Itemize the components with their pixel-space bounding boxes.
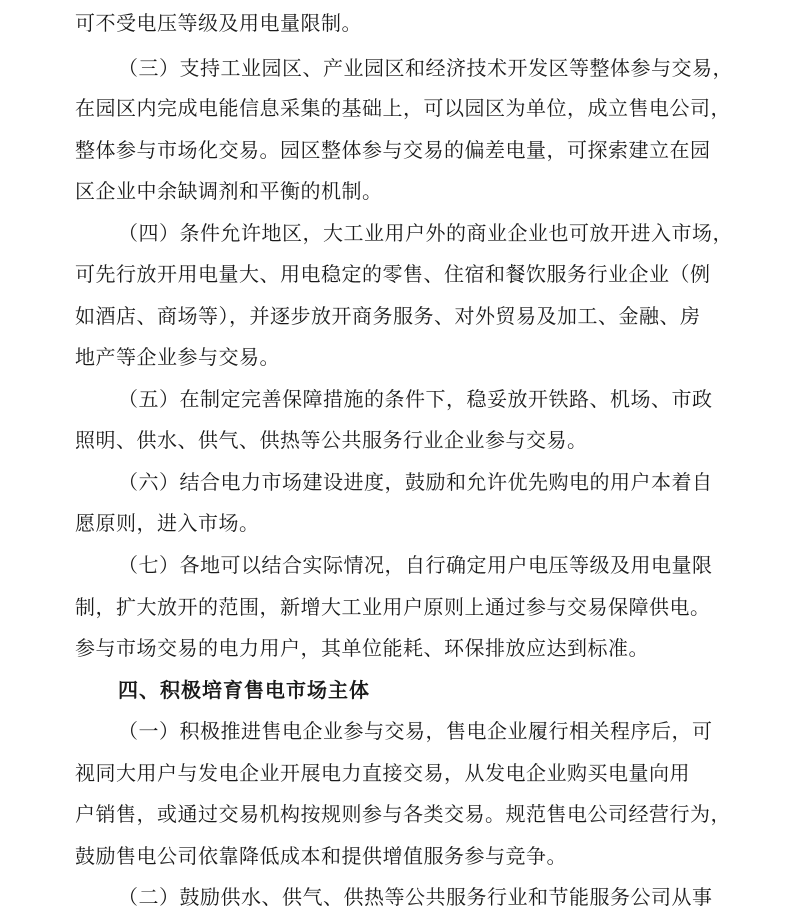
text-line: 可不受电压等级及用电量限制。 (75, 11, 362, 35)
text-line: 整体参与市场化交易。园区整体参与交易的偏差电量，可探索建立在园 (75, 138, 711, 162)
paragraph-2-start: （二）鼓励供水、供气、供热等公共服务行业和节能服务公司从事 (118, 885, 713, 909)
text-line: 鼓励售电公司依靠降低成本和提供增值服务参与竞争。 (75, 844, 567, 868)
paragraph-6-start: （六）结合电力市场建设进度，鼓励和允许优先购电的用户本着自 (118, 470, 713, 494)
paragraph-1-start: （一）积极推进售电企业参与交易，售电企业履行相关程序后，可 (118, 719, 713, 743)
paragraph-4-start: （四）条件允许地区，大工业用户外的商业企业也可放开进入市场， (118, 221, 733, 245)
text-line: 视同大用户与发电企业开展电力直接交易，从发电企业购买电量向用 (75, 761, 690, 785)
text-line: 地产等企业参与交易。 (75, 345, 280, 369)
paragraph-5-start: （五）在制定完善保障措施的条件下，稳妥放开铁路、机场、市政 (118, 387, 713, 411)
section-heading: 四、积极培育售电市场主体 (118, 678, 370, 702)
text-line: 制，扩大放开的范围，新增大工业用户原则上通过参与交易保障供电。 (75, 595, 711, 619)
text-line: 区企业中余缺调剂和平衡的机制。 (75, 179, 383, 203)
text-line: 如酒店、商场等），并逐步放开商务服务、对外贸易及加工、金融、房 (75, 304, 701, 328)
paragraph-3-start: （三）支持工业园区、产业园区和经济技术开发区等整体参与交易， (118, 56, 733, 80)
text-line: 可先行放开用电量大、用电稳定的零售、住宿和餐饮服务行业企业（例 (75, 262, 711, 286)
text-line: 参与市场交易的电力用户，其单位能耗、环保排放应达到标准。 (75, 636, 649, 660)
text-line: 愿原则，进入市场。 (75, 511, 260, 535)
text-line: 在园区内完成电能信息采集的基础上，可以园区为单位，成立售电公司， (75, 96, 731, 120)
text-line: 照明、供水、供气、供热等公共服务行业企业参与交易。 (75, 428, 588, 452)
text-line: 户销售，或通过交易机构按规则参与各类交易。规范售电公司经营行为， (75, 802, 731, 826)
paragraph-7-start: （七）各地可以结合实际情况，自行确定用户电压等级及用电量限 (118, 553, 713, 577)
